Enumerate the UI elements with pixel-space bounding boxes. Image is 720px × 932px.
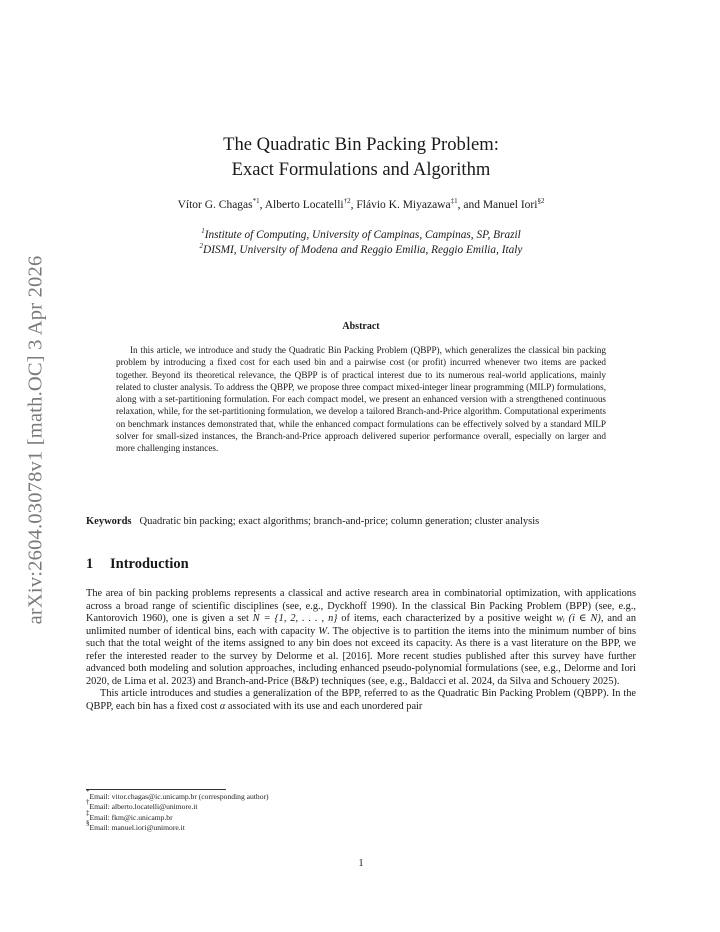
math-inline: wᵢ (i ∈ N)	[556, 613, 601, 624]
footnote-text: Email: fkm@ic.unicamp.br	[89, 812, 173, 822]
affiliation-mark: 2	[199, 242, 204, 250]
affiliation	[86, 243, 636, 258]
author-name: Alberto Locatelli	[264, 199, 344, 211]
author-mark: *1	[252, 197, 260, 205]
keywords-line	[86, 516, 636, 527]
text-run: , and an unlimited number of identical bins, each with capacity	[86, 613, 636, 637]
author-list	[86, 199, 636, 211]
paragraph	[86, 588, 636, 688]
author-mark: †2	[343, 197, 351, 205]
paragraph	[86, 688, 636, 713]
math-inline: W	[318, 625, 328, 637]
section-number: 1	[86, 556, 94, 572]
footnote	[86, 798, 269, 812]
author-separator: ,	[259, 199, 265, 211]
footnote-text: Email: manuel.iori@unimore.it	[89, 822, 185, 832]
footnote-mark: *	[86, 788, 90, 796]
title-line-2: Exact Formulations and Algorithm	[231, 159, 491, 180]
text-run: . The objective is to partition the items into the minimum number of bins such that the total weight of the items assigned to any bin does not exceed its capacity. As there is a vast literature on the BPP, we refer the interested reader to the survey by Delorme et al. [2016]. More recent studies published after this survey have further advanced both modeling and solution approaches, including enhanced pseudo-polynomial formulations (see, e.g., Delorme and Iori 2020, de Lima et al. 2023) and Branch-and-Price (B&P) techniques (see, e.g., Baldacci et al. 2024, da Silva and Schouery 2025).	[86, 625, 636, 687]
footnote	[86, 788, 269, 802]
footnote	[86, 808, 269, 823]
section-heading	[86, 556, 189, 573]
author-mark: §2	[537, 197, 545, 205]
footnote	[86, 818, 269, 833]
author-name: Manuel Iori	[482, 199, 538, 211]
footnote-mark: ‡	[86, 808, 90, 817]
affiliation-text: Institute of Computing, University of Campinas, Campinas, SP, Brazil	[204, 229, 521, 241]
title-line-1: The Quadratic Bin Packing Problem:	[223, 134, 499, 155]
math-inline: N = {1, 2, . . . , n}	[252, 613, 338, 624]
footnote-text: Email: alberto.locatelli@unimore.it	[89, 802, 198, 812]
footnote-text: Email: vitor.chagas@ic.unicamp.br (corresponding author)	[89, 792, 269, 801]
math-inline: α	[219, 700, 226, 712]
text-run: This article introduces and studies a generalization of the BPP, referred to as the Quadratic Bin Packing Problem (QBPP). In the QBPP, each bin has a fixed cost	[86, 688, 636, 712]
affiliation-text: DISMI, University of Modena and Reggio Emilia, Reggio Emilia, Italy	[203, 244, 523, 256]
arxiv-sidebar	[12, 210, 60, 670]
body-text	[86, 588, 636, 713]
arxiv-identifier: arXiv:2604.03078v1 [math.OC] 3 Apr 2026	[24, 255, 47, 625]
footnote-mark: †	[86, 798, 90, 807]
text-run: of items, each characterized by a positive weight	[337, 613, 557, 624]
author-mark: ‡1	[450, 197, 458, 205]
footnotes	[86, 788, 269, 833]
text-run: The area of bin packing problems represents a classical and active research area in combinatorial optimization, with applications across a broad range of scientific disciplines (see, e.g., Dyckhoff 1990). In the classical Bin Packing Problem (BPP) (see, e.g., Kantorovich 1960), one is given a set	[86, 588, 636, 624]
author-separator: , and	[457, 199, 483, 211]
abstract-heading: Abstract	[342, 321, 380, 332]
section-title: Introduction	[110, 556, 189, 572]
affiliation-mark: 1	[201, 227, 205, 235]
abstract-text: In this article, we introduce and study the Quadratic Bin Packing Problem (QBPP), which generalizes the classical bin packing problem by introducing a fixed cost for each used bin and a pairwise cost (or profit) incurred whenever two items are packed together. Beyond its theoretical relevance, the QBPP is of practical interest due to its numerous real-world applications, mainly related to cluster analysis. To address the QBPP, we propose three compact mixed-integer linear programming (MILP) formulations, along with a set-partitioning formulation. For each compact model, we present an enhanced version with a strengthened continuous relaxation, while, for the set-partitioning formulation, we develop a tailored Branch-and-Price algorithm. Computational experiments on benchmark instances demonstrated that, while the enhanced compact formulations can be effectively solved by a standard MILP solver for small-sized instances, the Branch-and-Price approach delivered superior performance overall, especially on larger and more challenging instances.	[116, 345, 606, 454]
keywords-label: Keywords	[86, 516, 132, 527]
author-name: Vítor G. Chagas	[177, 199, 253, 211]
footnote-rule	[86, 789, 226, 790]
text-run: associated with its use and each unordered pair	[225, 700, 423, 712]
author-separator: ,	[350, 199, 357, 211]
page-number: 1	[358, 858, 364, 869]
footnote-mark: §	[86, 818, 90, 827]
affiliations	[86, 228, 636, 258]
author-name: Flávio K. Miyazawa	[356, 199, 451, 211]
keywords-text: Quadratic bin packing; exact algorithms; branch-and-price; column generation; cluster analysis	[139, 516, 540, 527]
affiliation	[86, 228, 636, 243]
paper-title	[86, 132, 636, 182]
